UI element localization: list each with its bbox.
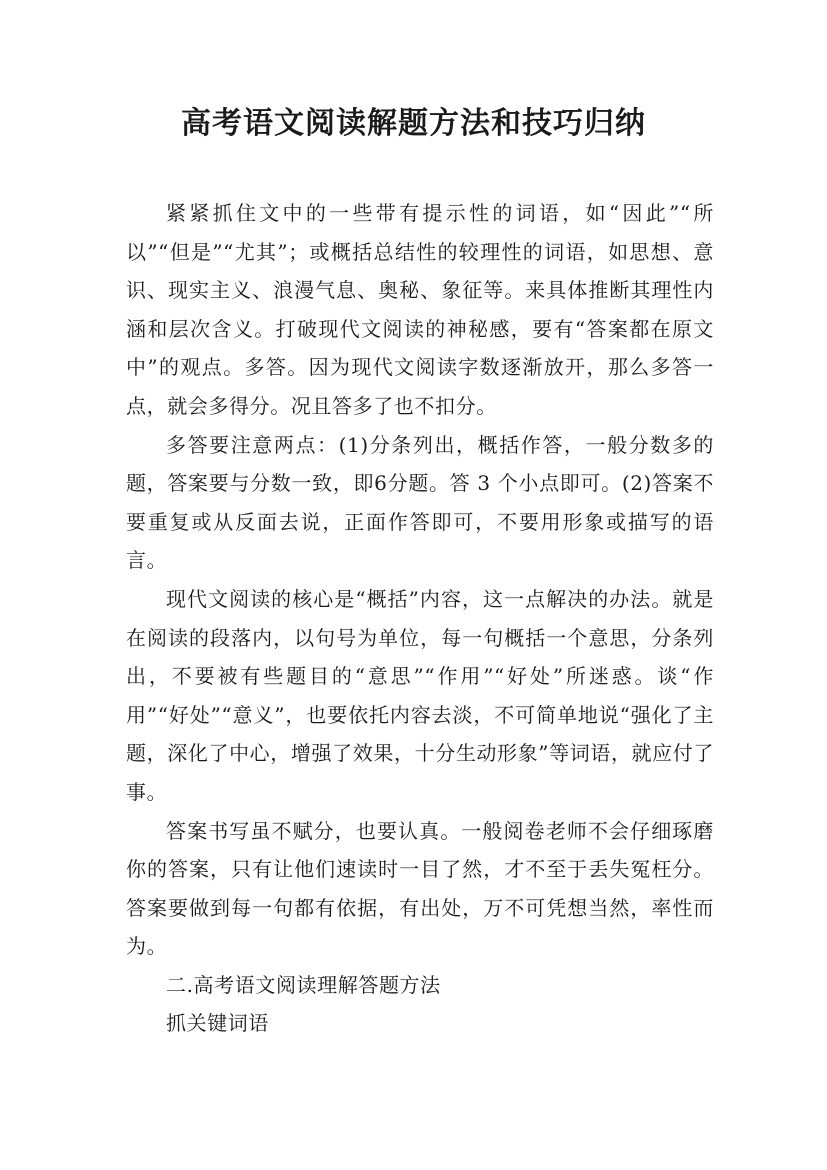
subsection-heading: 抓关键词语 xyxy=(166,1011,269,1036)
paragraph-two-points: 多答要注意两点：(1)分条列出，概括作答，一般分数多的题，答案要与分数一致，即6分题。答 3 个小点即可。(2)答案不要重复或从反面去说，正面作答即可，不要用形象或描写的语言。 xyxy=(126,432,714,573)
paragraph-core-summary: 现代文阅读的核心是“概括”内容，这一点解决的办法。就是在阅读的段落内，以句号为单位，每一句概括一个意思，分条列出，不要被有些题目的“意思”“作用”“好处”所迷惑。谈“作用”“好处”“意义”，也要依托内容去淡，不可简单地说“强化了主题，深化了中心，增强了效果，十分生动形象”等词语，就应付了事。 xyxy=(126,586,714,804)
document-body xyxy=(126,194,714,1043)
document-title: 高考语文阅读解题方法和技巧归纳 xyxy=(181,106,646,141)
paragraph-handwriting: 答案书写虽不赋分，也要认真。一般阅卷老师不会仔细琢磨你的答案，只有让他们速读时一目了然，才不至于丢失冤枉分。答案要做到每一句都有依据，有出处，万不可凭想当然，率性而为。 xyxy=(126,818,714,959)
section-heading: 二.高考语文阅读理解答题方法 xyxy=(166,972,441,997)
paragraph-keywords: 紧紧抓住文中的一些带有提示性的词语，如“因此”“所以”“但是”“尤其”；或概括总结性的较理性的词语，如思想、意识、现实主义、浪漫气息、奥秘、象征等。来具体推断其理性内涵和层次含义。打破现代文阅读的神秘感，要有“答案都在原文中”的观点。多答。因为现代文阅读字数逐渐放开，那么多答一点，就会多得分。况且答多了也不扣分。 xyxy=(126,201,714,418)
